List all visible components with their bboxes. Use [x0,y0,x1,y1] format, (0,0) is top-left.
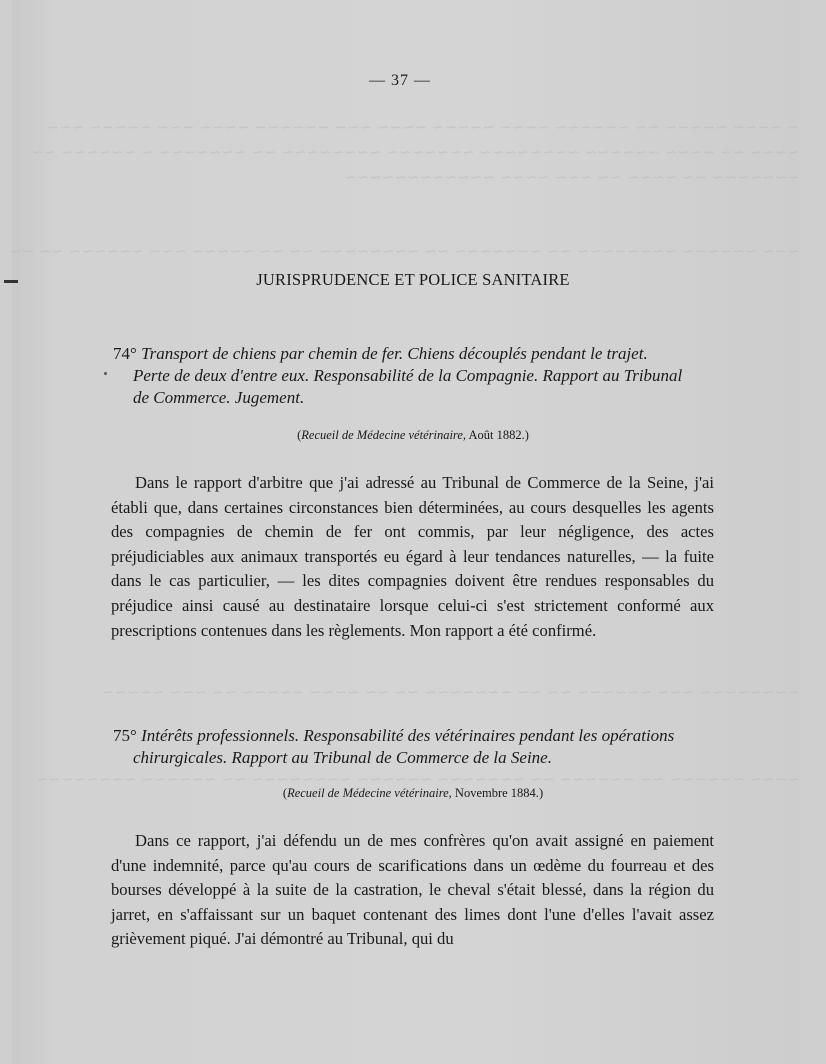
entry-74-source-date: Août 1882. [468,428,525,442]
bleed-through-texture: ~~~~~~~ ~~ ~~~~ ~~ ~~~ ~~~~ ~~~~~~~~~~~~ [344,168,800,186]
entry-74-number: 74° [113,344,137,363]
entry-75-body [111,829,714,952]
entry-74-paragraph: Dans le rapport d'arbitre que j'ai adressé au Tribunal de Commerce de la Seine, j'ai établi que, dans certaines circonstances bien déterminées, au cours desquelles les agents des compagnies de chemin de fer ont commis, par leur négligence, des actes préjudiciables aux animaux transportés eu égard à leur tendances naturelles, — la fuite dans le cas particulier, — les dites compagnies doivent être rendues responsables du préjudice ainsi causé au destinataire lorsque celui-ci s'est strictement conformé aux prescriptions contenues dans les règlements. Mon rapport a été confirmé. [111,473,714,640]
entry-75-source: (Recueil de Médecine vétérinaire, Novembre 1884.) [282,786,544,800]
entry-75-paragraph: Dans ce rapport, j'ai défendu un de mes confrères qu'on avait assigné en paiement d'une indemnité, parce qu'au cours de scarifications dans un œdème du fourreau et des bourses développé à la suite de la castration, le cheval s'était blessé, dans la région du jarret, en s'affaissant sur un baquet contenant des limes dont l'une d'elles l'avait assez grièvement piqué. J'ai démontré au Tribunal, qui du [111,831,714,949]
bleed-through-texture: ~~~ ~~~~~~ ~~~~~~~~ ~~ ~~~~~~~ ~~ ~~~~~~~~ ~~ ~~ ~~~~~ ~~~ ~~~~~~ ~~ ~~ [9,242,800,260]
entry-75-heading [113,725,733,769]
entry-75-heading-line2: chirurgicales. Rapport au Tribunal de Commerce de la Seine. [133,748,552,767]
entry-75-source-date: Novembre 1884. [454,786,539,800]
entry-74-heading-line1: Transport de chiens par chemin de fer. Chiens découplés pendant le trajet. [141,344,648,363]
bleed-through-texture: ~ ~~~~ ~~~~~ ~~ ~~~~~~ ~~~~ ~~~~~ ~~~~ ~~~ ~~~~~~ ~~~~ ~~~ ~~~~~ ~~~ [46,118,800,136]
bleed-through-texture: ~~~~ ~~~~~~ ~~ ~~~~~~ ~~ ~~~~~~~ ~~~~~~ ~~~~~~~~ ~~ ~~~~~~ ~~~~~~~~ [35,770,800,788]
entry-75-number: 75° [113,726,137,745]
entry-74-heading [113,343,733,409]
entry-74-source: (Recueil de Médecine vétérinaire, Août 1882.) [297,428,529,442]
bleed-through-texture: ~~~~ ~~ ~~~~ ~~~~~~ ~~~~~~~~ ~~~~~~~ ~~~~~~~~ ~~ ~~~~~~~ ~ ~~~~~~ ~~ [31,143,800,161]
entry-74-heading-line2: Perte de deux d'entre eux. Responsabilité de la Compagnie. Rapport au Tribunal [133,366,683,385]
entry-74-heading-line3: de Commerce. Jugement. [133,388,305,407]
entry-75-source-journal: Recueil de Médecine vétérinaire, [287,786,452,800]
entry-75-heading-line1: Intérêts professionnels. Responsabilité des vétérinaires pendant les opérations [141,726,675,745]
bleed-through-texture: ~~~~~~~~ ~~~ ~~~~~~ ~~ ~~ ~~~~~~~ ~~ ~~ ~~~~ ~~~~~ ~~ ~~~ ~~~~~ [101,683,800,701]
entry-74-source-journal: Recueil de Médecine vétérinaire, [301,428,467,442]
entry-74-body [111,471,714,643]
speck [104,372,107,375]
section-title: JURISPRUDENCE ET POLICE SANITAIRE [256,270,570,289]
page-number: — 37 — [369,72,431,89]
